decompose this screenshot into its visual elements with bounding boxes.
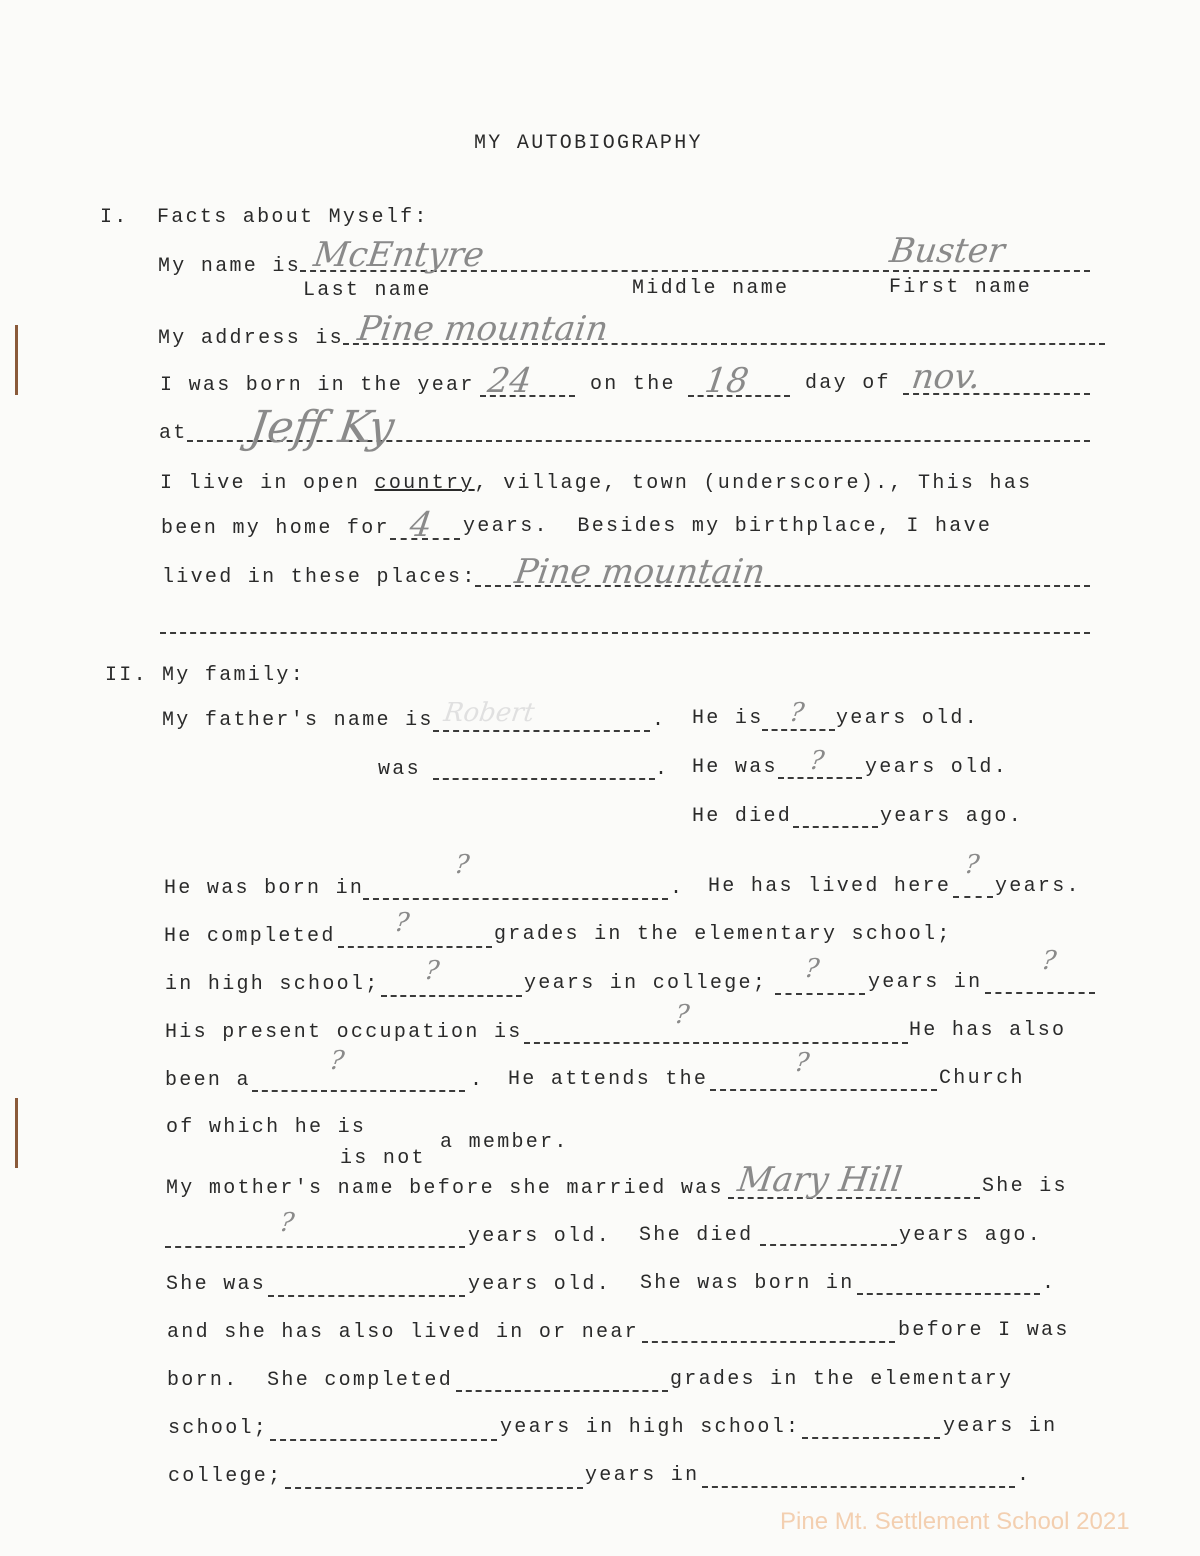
home-for-value: 4 bbox=[407, 505, 435, 545]
church-label: Church bbox=[939, 1067, 1025, 1090]
section-heading: My family: bbox=[162, 664, 306, 687]
father-born-field[interactable] bbox=[363, 898, 668, 900]
is-not-label: is not bbox=[340, 1147, 426, 1170]
live-in-b: , village, town (underscore)., This has bbox=[474, 472, 1033, 495]
mother-died-field[interactable] bbox=[760, 1244, 897, 1246]
been-a-value: ? bbox=[327, 1046, 347, 1076]
section-number: I. bbox=[100, 206, 129, 229]
grades-text: grades in the elementary school; bbox=[494, 923, 952, 946]
father-name-field[interactable] bbox=[433, 730, 650, 732]
father-hs-value: ? bbox=[422, 956, 442, 986]
born-day-value: 18 bbox=[702, 361, 752, 401]
at-label: at bbox=[159, 422, 188, 445]
years-hs: years in high school: bbox=[500, 1416, 801, 1439]
born-month-value: nov. bbox=[909, 357, 984, 397]
years-in: years in bbox=[585, 1464, 700, 1487]
first-name-value: Buster bbox=[887, 231, 1008, 271]
born-in-label: He was born in bbox=[164, 877, 365, 900]
father-name-value: Robert bbox=[441, 698, 537, 728]
been-a-label: been a bbox=[165, 1069, 251, 1092]
day-of-label: day of bbox=[805, 372, 891, 395]
section-number: II. bbox=[105, 664, 148, 687]
was-label: was bbox=[378, 758, 421, 781]
father-age-value: ? bbox=[787, 698, 807, 728]
she-is-label: She is bbox=[982, 1175, 1068, 1198]
binding-mark bbox=[15, 1098, 18, 1168]
years-old: years old. bbox=[865, 756, 1009, 779]
period: . bbox=[655, 758, 670, 781]
years-ago: years ago. bbox=[880, 805, 1024, 828]
father-college-field[interactable] bbox=[775, 993, 865, 995]
church-value: ? bbox=[792, 1048, 812, 1078]
years-ago: years ago. bbox=[899, 1224, 1043, 1247]
completed-label: He completed bbox=[164, 925, 336, 948]
period: . bbox=[652, 709, 667, 732]
period: . bbox=[1042, 1272, 1057, 1295]
before-i-was: before I was bbox=[898, 1319, 1070, 1342]
has-also: He has also bbox=[909, 1019, 1067, 1042]
she-was-label: She was bbox=[166, 1273, 267, 1296]
name-label: My name is bbox=[158, 255, 302, 278]
father-years-in-field[interactable] bbox=[985, 992, 1095, 994]
father-died-field[interactable] bbox=[793, 826, 878, 828]
father-college-value: ? bbox=[802, 954, 822, 984]
father-years-in-value: ? bbox=[1039, 946, 1059, 976]
on-the-label: on the bbox=[590, 373, 676, 396]
live-in-text bbox=[160, 474, 1032, 494]
middle-name-caption: Middle name bbox=[632, 277, 790, 300]
of-which-label: of which he is bbox=[166, 1116, 367, 1139]
first-name-caption: First name bbox=[889, 276, 1033, 299]
lived-here-field[interactable] bbox=[953, 896, 993, 898]
binding-mark bbox=[15, 325, 18, 395]
college-label: college; bbox=[168, 1465, 283, 1488]
father-name-label: My father's name is bbox=[162, 709, 434, 732]
born-completed-label: born. She completed bbox=[167, 1369, 454, 1392]
father-hs-field[interactable] bbox=[381, 995, 522, 997]
mother-school-field[interactable] bbox=[270, 1439, 497, 1441]
places-field-2[interactable] bbox=[160, 632, 1090, 634]
last-name-value: McEntyre bbox=[311, 235, 487, 275]
mother-age-field[interactable] bbox=[165, 1246, 465, 1248]
occupation-label: His present occupation is bbox=[165, 1021, 523, 1044]
places-value: Pine mountain bbox=[512, 552, 768, 592]
period: . bbox=[470, 1069, 485, 1092]
birthplace-value: Jeff Ky bbox=[246, 402, 398, 453]
school-label: school; bbox=[168, 1417, 269, 1440]
address-label: My address is bbox=[158, 327, 344, 350]
home-for-label: been my home for bbox=[161, 517, 390, 540]
a-member-label: a member. bbox=[440, 1131, 569, 1154]
last-name-caption: Last name bbox=[303, 279, 432, 302]
address-value: Pine mountain bbox=[355, 309, 611, 349]
father-age-field[interactable] bbox=[762, 729, 835, 731]
home-for-suffix: years. Besides my birthplace, I have bbox=[463, 515, 993, 538]
occupation-value: ? bbox=[672, 1000, 692, 1030]
period: . bbox=[1017, 1464, 1032, 1487]
mother-years-in-field[interactable] bbox=[702, 1486, 1015, 1488]
places-label: lived in these places: bbox=[162, 566, 477, 589]
years-in: years in bbox=[868, 971, 983, 994]
page-title: MY AUTOBIOGRAPHY bbox=[474, 132, 703, 155]
also-lived-label: and she has also lived in or near bbox=[167, 1321, 639, 1344]
years-old: years old. bbox=[836, 707, 980, 730]
father-was-field[interactable] bbox=[433, 778, 655, 780]
lived-here-value: ? bbox=[962, 850, 982, 880]
mother-name-label: My mother's name before she married was bbox=[166, 1177, 724, 1200]
live-in-a: I live in open bbox=[160, 472, 375, 495]
mother-was-field[interactable] bbox=[268, 1295, 465, 1297]
father-was-age-value: ? bbox=[807, 746, 827, 776]
mother-age-value: ? bbox=[277, 1208, 297, 1238]
he-died-label: He died bbox=[692, 805, 793, 828]
born-year-value: 24 bbox=[485, 361, 535, 401]
mother-lived-field[interactable] bbox=[642, 1341, 895, 1343]
he-is-label: He is bbox=[692, 707, 764, 730]
years-old: years old. bbox=[468, 1225, 612, 1248]
period: . bbox=[670, 877, 685, 900]
mother-born-field[interactable] bbox=[857, 1293, 1040, 1295]
occupation-field[interactable] bbox=[524, 1042, 908, 1044]
he-was-label: He was bbox=[692, 756, 778, 779]
grades-elem: grades in the elementary bbox=[670, 1368, 1014, 1391]
mother-hs-field[interactable] bbox=[802, 1437, 940, 1439]
she-died-label: She died bbox=[639, 1224, 754, 1247]
live-in-underlined: country bbox=[374, 472, 475, 495]
years-old: years old. bbox=[468, 1273, 612, 1296]
she-born-in-label: She was born in bbox=[640, 1272, 855, 1295]
watermark: Pine Mt. Settlement School 2021 bbox=[780, 1508, 1130, 1535]
years-college: years in college; bbox=[524, 972, 768, 995]
years-period: years. bbox=[995, 875, 1081, 898]
born-year-label: I was born in the year bbox=[160, 374, 475, 397]
lived-here-label: He has lived here bbox=[708, 875, 952, 898]
attends-label: He attends the bbox=[508, 1068, 709, 1091]
section-heading: Facts about Myself: bbox=[157, 206, 429, 229]
mother-name-value: Mary Hill bbox=[735, 1160, 905, 1200]
been-a-field[interactable] bbox=[252, 1090, 465, 1092]
father-was-age-field[interactable] bbox=[778, 777, 862, 779]
father-born-value: ? bbox=[452, 850, 472, 880]
father-grades-field[interactable] bbox=[338, 946, 492, 948]
high-school-label: in high school; bbox=[165, 973, 380, 996]
mother-grades-field[interactable] bbox=[456, 1390, 668, 1392]
mother-college-field[interactable] bbox=[285, 1487, 583, 1489]
years-in: years in bbox=[943, 1415, 1058, 1438]
church-field[interactable] bbox=[710, 1089, 937, 1091]
father-grades-value: ? bbox=[392, 908, 412, 938]
